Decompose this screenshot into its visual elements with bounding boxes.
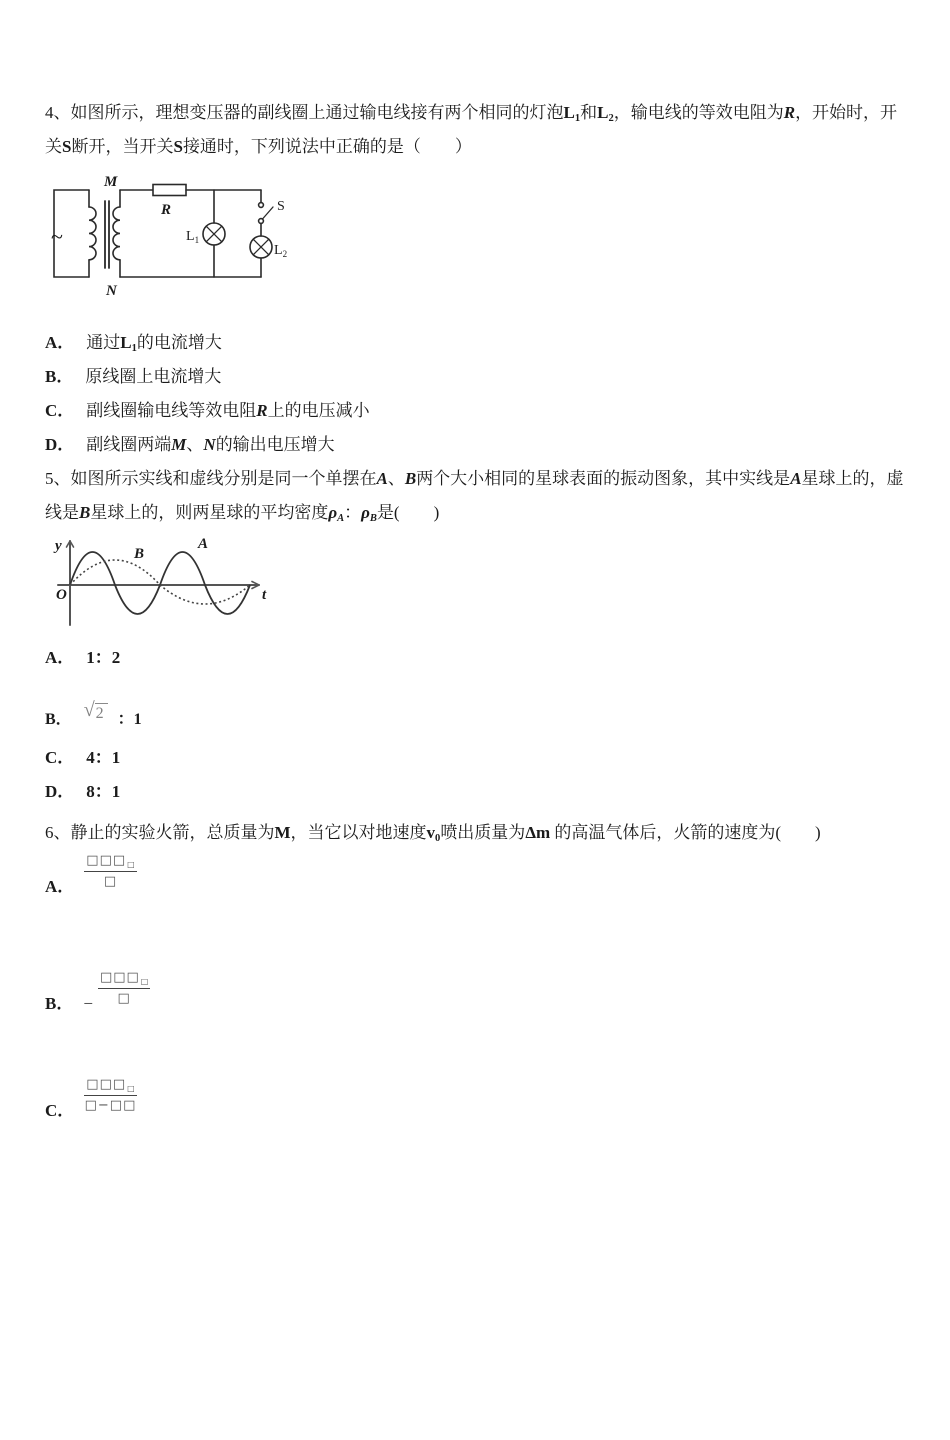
option-text: 8：1 [86, 782, 121, 801]
question-4 [45, 96, 912, 462]
switch-s-label: S [277, 199, 285, 214]
question-4-text-line-2: 关S断开，当开关S接通时，下列说法中正确的是（ ） [45, 137, 472, 156]
fraction-denominator: □−□□ [84, 1098, 137, 1113]
curve-a-label: A [198, 536, 209, 552]
exam-page [0, 96, 950, 1440]
q4-option-c [45, 394, 912, 428]
option-letter: B． [45, 367, 74, 386]
radical-sign: √ [83, 698, 95, 721]
q6-option-c [45, 1078, 912, 1121]
lamp-l1-label: $L_1$ [186, 229, 200, 245]
solid-curve-a [70, 552, 250, 614]
question-5 [45, 462, 912, 809]
q5-option-d [45, 775, 912, 809]
option-text: 1：2 [86, 648, 121, 667]
q4-option-d [45, 428, 912, 462]
option-letter: C． [45, 401, 75, 420]
minus-sign: − [83, 994, 93, 1013]
option-text: 原线圈上电流增大 [85, 367, 222, 386]
formula-fraction-missing-glyphs [98, 971, 150, 1005]
question-6-text: 6、静止的实验火箭，总质量为M，当它以对地速度v0喷出质量为Δm 的高温气体后，火箭的速度为( ) [45, 823, 821, 844]
option-letter: C． [45, 748, 75, 767]
option-letter: C． [45, 1101, 75, 1120]
q5-option-a [45, 641, 912, 675]
origin-label: O [56, 587, 67, 603]
option-letter: A． [45, 648, 75, 667]
sqrt-2-expression [83, 698, 108, 723]
transformer-circuit-figure [48, 172, 298, 302]
fraction-numerator: $□□□_□$ [84, 854, 136, 872]
q5-option-b [45, 685, 912, 731]
t-axis-label: t [262, 587, 267, 603]
fraction-numerator: $□□□_□$ [84, 1078, 136, 1096]
question-5-options [45, 641, 912, 809]
question-4-text-line-1: 4、如图所示，理想变压器的副线圈上通过输电线接有两个相同的灯泡L1和L2，输电线的等效电阻为R，开始时，开 [45, 103, 898, 124]
q6-option-b [45, 971, 912, 1014]
radicand: 2 [95, 703, 108, 723]
q6-option-a [45, 854, 912, 897]
fraction-denominator: □ [117, 991, 131, 1006]
option-letter: B． [45, 994, 74, 1013]
option-letter: D． [45, 782, 75, 801]
option-letter: D． [45, 435, 75, 454]
terminal-n-label: N [106, 283, 117, 299]
q4-option-a [45, 326, 912, 360]
question-5-text-line-1: 5、如图所示实线和虚线分别是同一个单摆在A、B两个大小相同的星球表面的振动图象，其中实线是A星球上的，虚 [45, 469, 904, 488]
option-text: 副线圈两端M、N的输出电压增大 [86, 435, 335, 454]
formula-fraction-missing-glyphs [84, 1078, 136, 1112]
fraction-numerator: $□□□_□$ [98, 971, 150, 989]
curve-b-label: B [134, 546, 145, 562]
dotted-curve-b [70, 560, 250, 604]
option-letter: B． [45, 711, 72, 728]
question-4-options [45, 326, 912, 462]
option-text: 副线圈输电线等效电阻R上的电压减小 [86, 401, 370, 420]
lamp-l2-label: $L_2$ [274, 243, 288, 259]
q5-option-c [45, 741, 912, 775]
option-text: 4：1 [86, 748, 121, 767]
resistor-r-label: R [161, 202, 172, 218]
q4-option-b [45, 360, 912, 394]
question-5-text-line-2: 线是B星球上的，则两星球的平均密度ρA：ρB是( ) [45, 503, 440, 524]
pendulum-vibration-graph [48, 535, 278, 635]
option-letter: A． [45, 333, 75, 352]
ac-source-symbol: ~ [51, 224, 63, 249]
terminal-m-label: M [104, 174, 118, 190]
fraction-denominator: □ [103, 874, 118, 889]
y-axis-label: y [55, 538, 62, 554]
formula-fraction-missing-glyphs [84, 854, 136, 888]
question-6 [45, 816, 912, 1121]
option-text: 通过L1的电流增大 [86, 333, 222, 354]
option-letter: A． [45, 877, 75, 896]
option-text: ：1 [117, 711, 142, 728]
